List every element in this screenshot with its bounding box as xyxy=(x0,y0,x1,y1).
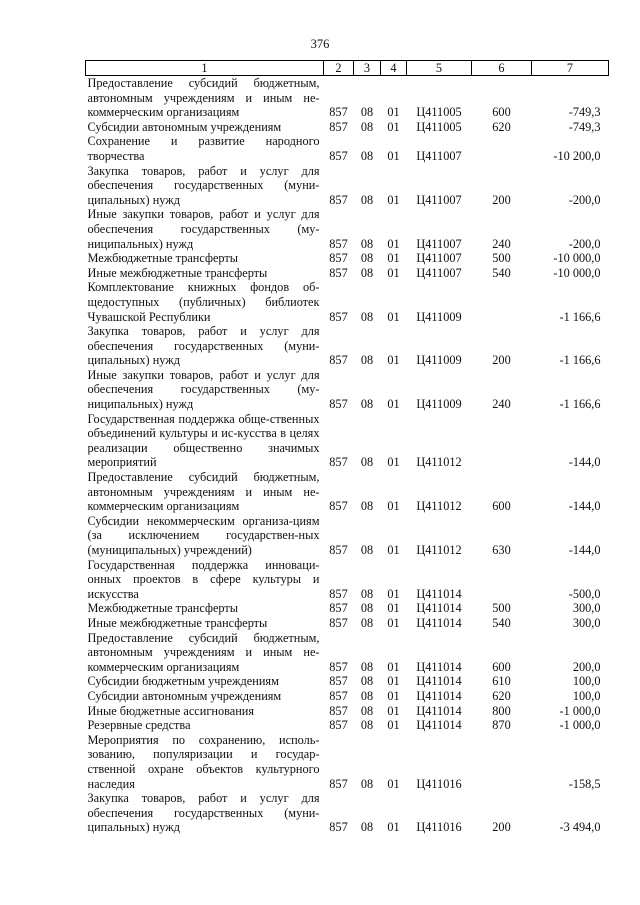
table-row xyxy=(86,134,609,163)
row-target-article: Ц411014 xyxy=(416,703,462,718)
row-section: 08 xyxy=(360,105,374,120)
column-header-1: 1 xyxy=(86,61,324,76)
column-header-2: 2 xyxy=(324,61,354,76)
row-description: Предоставление субсидий бюджетным, автономным учреждениям и иным не-коммерческим организациям xyxy=(87,630,320,674)
row-subsection: 01 xyxy=(387,251,400,266)
row-target-article: Ц411007 xyxy=(416,236,462,251)
row-subsection: 01 xyxy=(387,703,400,718)
row-subsection: 01 xyxy=(387,192,400,207)
row-description: Межбюджетные трансферты xyxy=(87,251,239,266)
row-amount: -1 000,0 xyxy=(559,718,601,733)
row-description: Субсидии автономным учреждениям xyxy=(87,119,282,134)
table-row xyxy=(86,616,609,631)
row-subsection: 01 xyxy=(387,236,400,251)
row-description: Закупка товаров, работ и услуг для обеспечения государственных (муни-ципальных) нужд xyxy=(87,324,320,368)
row-amount: -144,0 xyxy=(568,543,601,557)
row-expense-type: 630 xyxy=(492,543,511,557)
column-header-4: 4 xyxy=(381,61,407,76)
row-description: Иные бюджетные ассигнования xyxy=(87,703,255,718)
row-amount: -10 000,0 xyxy=(553,265,601,280)
row-target-article: Ц411007 xyxy=(416,265,462,280)
table-row xyxy=(86,631,609,675)
table-row xyxy=(86,324,609,368)
row-amount: -200,0 xyxy=(568,236,601,251)
row-section: 08 xyxy=(360,615,374,630)
row-section: 08 xyxy=(360,703,374,718)
row-amount: -144,0 xyxy=(568,455,601,470)
row-ministry-code: 857 xyxy=(329,148,348,163)
row-section: 08 xyxy=(360,499,374,514)
row-expense-type xyxy=(472,412,532,470)
row-section: 08 xyxy=(360,674,374,689)
row-amount: -749,3 xyxy=(568,119,601,134)
row-description: Закупка товаров, работ и услуг для обеспечения государственных (муни-ципальных) нужд xyxy=(87,791,320,835)
row-amount: -158,5 xyxy=(568,776,601,791)
row-target-article: Ц411012 xyxy=(416,455,462,470)
row-section: 08 xyxy=(360,148,374,163)
table-row xyxy=(86,164,609,208)
column-header-3: 3 xyxy=(354,61,381,76)
row-target-article: Ц411016 xyxy=(416,820,462,835)
row-section: 08 xyxy=(360,309,374,324)
column-header-7: 7 xyxy=(532,61,609,76)
row-section: 08 xyxy=(360,688,374,703)
row-section: 08 xyxy=(360,586,374,601)
row-section: 08 xyxy=(360,192,374,207)
table-row xyxy=(86,689,609,704)
row-subsection: 01 xyxy=(387,543,400,557)
row-amount: -1 000,0 xyxy=(559,703,601,718)
row-amount: -10 200,0 xyxy=(553,148,601,163)
row-expense-type: 600 xyxy=(492,499,511,514)
row-description: Предоставление субсидий бюджетным, автономным учреждениям и иным не-коммерческим организациям xyxy=(87,76,320,120)
row-section: 08 xyxy=(360,718,374,733)
row-expense-type: 200 xyxy=(492,353,511,368)
row-description: Субсидии бюджетным учреждениям xyxy=(87,674,279,689)
table-row xyxy=(86,470,609,514)
row-description: Субсидии автономным учреждениям xyxy=(87,688,282,703)
row-amount: -749,3 xyxy=(568,105,601,120)
row-ministry-code: 857 xyxy=(329,251,348,266)
row-target-article: Ц411012 xyxy=(416,499,462,514)
row-expense-type: 200 xyxy=(492,820,511,835)
row-ministry-code: 857 xyxy=(329,105,348,120)
table-row xyxy=(86,514,609,558)
row-description: Закупка товаров, работ и услуг для обеспечения государственных (муни-ципальных) нужд xyxy=(87,163,320,207)
row-target-article: Ц411005 xyxy=(416,119,462,134)
table-row xyxy=(86,207,609,251)
row-description: Иные закупки товаров, работ и услуг для обеспечения государственных (му-ниципальных) нужд xyxy=(87,207,320,251)
row-amount: -3 494,0 xyxy=(559,820,601,835)
row-expense-type: 240 xyxy=(492,397,511,412)
row-target-article: Ц411007 xyxy=(416,148,462,163)
row-expense-type: 600 xyxy=(492,105,511,120)
row-ministry-code: 857 xyxy=(329,659,348,674)
row-section: 08 xyxy=(360,236,374,251)
table-row xyxy=(86,120,609,135)
row-expense-type xyxy=(472,733,532,791)
row-expense-type: 870 xyxy=(492,718,511,733)
row-subsection: 01 xyxy=(387,586,400,601)
table-row xyxy=(86,412,609,470)
table-row xyxy=(86,251,609,266)
row-section: 08 xyxy=(360,820,374,835)
row-target-article: Ц411014 xyxy=(416,615,462,630)
row-ministry-code: 857 xyxy=(329,543,348,557)
row-subsection: 01 xyxy=(387,659,400,674)
row-expense-type xyxy=(472,558,532,602)
row-section: 08 xyxy=(360,659,374,674)
row-amount: -200,0 xyxy=(568,192,601,207)
row-subsection: 01 xyxy=(387,148,400,163)
row-description: Субсидии некоммерческим организа-циям (за исключением государствен-ных (муниципальных) учреждений) xyxy=(87,513,320,557)
row-description: Государственная поддержка обще-ственных объединений культуры и ис-кусства в целях реализации общественно значимых мероприятий xyxy=(87,411,320,470)
column-header-5: 5 xyxy=(407,61,472,76)
row-expense-type: 620 xyxy=(492,688,511,703)
row-subsection: 01 xyxy=(387,499,400,514)
row-ministry-code: 857 xyxy=(329,309,348,324)
row-amount: 100,0 xyxy=(572,674,601,689)
row-target-article: Ц411014 xyxy=(416,659,462,674)
row-ministry-code: 857 xyxy=(329,265,348,280)
row-subsection: 01 xyxy=(387,688,400,703)
table-row xyxy=(86,280,609,324)
row-amount: -1 166,6 xyxy=(559,397,601,412)
row-subsection: 01 xyxy=(387,309,400,324)
row-expense-type: 240 xyxy=(492,236,511,251)
row-subsection: 01 xyxy=(387,397,400,412)
row-subsection: 01 xyxy=(387,119,400,134)
row-amount: -1 166,6 xyxy=(559,309,601,324)
table-row xyxy=(86,674,609,689)
row-ministry-code: 857 xyxy=(329,615,348,630)
row-target-article: Ц411009 xyxy=(416,397,462,412)
row-subsection: 01 xyxy=(387,674,400,689)
row-expense-type: 500 xyxy=(492,601,511,616)
row-subsection: 01 xyxy=(387,353,400,368)
row-expense-type: 540 xyxy=(492,265,511,280)
row-subsection: 01 xyxy=(387,455,400,470)
budget-table xyxy=(85,60,609,835)
row-section: 08 xyxy=(360,455,374,470)
row-description: Межбюджетные трансферты xyxy=(87,601,239,616)
row-ministry-code: 857 xyxy=(329,601,348,616)
row-amount: -10 000,0 xyxy=(553,251,601,266)
row-amount: 100,0 xyxy=(572,688,601,703)
row-ministry-code: 857 xyxy=(329,397,348,412)
table-row xyxy=(86,368,609,412)
row-amount: -144,0 xyxy=(568,499,601,514)
row-ministry-code: 857 xyxy=(329,119,348,134)
row-ministry-code: 857 xyxy=(329,820,348,835)
page-number: 376 xyxy=(310,37,330,51)
row-target-article: Ц411012 xyxy=(416,543,462,557)
row-subsection: 01 xyxy=(387,776,400,791)
row-subsection: 01 xyxy=(387,601,400,616)
row-ministry-code: 857 xyxy=(329,353,348,368)
row-target-article: Ц411005 xyxy=(416,105,462,120)
table-body xyxy=(86,76,609,835)
row-target-article: Ц411007 xyxy=(416,251,462,266)
row-description: Комплектование книжных фондов об-щедоступных (публичных) библиотек Чувашской Республики xyxy=(87,280,320,324)
row-target-article: Ц411009 xyxy=(416,353,462,368)
row-description: Предоставление субсидий бюджетным, автономным учреждениям и иным не-коммерческим организациям xyxy=(87,470,320,514)
row-expense-type xyxy=(472,134,532,163)
row-section: 08 xyxy=(360,397,374,412)
row-ministry-code: 857 xyxy=(329,586,348,601)
row-description: Иные закупки товаров, работ и услуг для обеспечения государственных (му-ниципальных) нужд xyxy=(87,367,320,412)
row-expense-type: 610 xyxy=(492,674,511,689)
row-ministry-code: 857 xyxy=(329,703,348,718)
row-ministry-code: 857 xyxy=(329,236,348,251)
row-target-article: Ц411014 xyxy=(416,688,462,703)
row-description: Резервные средства xyxy=(87,718,191,733)
row-section: 08 xyxy=(360,353,374,368)
row-description: Сохранение и развитие народного творчества xyxy=(87,134,320,163)
row-subsection: 01 xyxy=(387,820,400,835)
table-row xyxy=(86,76,609,120)
row-section: 08 xyxy=(360,543,374,557)
table-row xyxy=(86,266,609,281)
row-ministry-code: 857 xyxy=(329,674,348,689)
table-row xyxy=(86,791,609,835)
column-header-6: 6 xyxy=(472,61,532,76)
row-target-article: Ц411014 xyxy=(416,586,462,601)
row-expense-type: 540 xyxy=(492,615,511,630)
header-row xyxy=(86,61,609,76)
row-expense-type: 620 xyxy=(492,119,511,134)
row-description: Мероприятия по сохранению, исполь-зованию, популяризации и государ-ственной охране объектов культурного наследия xyxy=(87,732,320,791)
row-section: 08 xyxy=(360,251,374,266)
row-target-article: Ц411014 xyxy=(416,674,462,689)
row-expense-type: 200 xyxy=(492,192,511,207)
row-amount: -1 166,6 xyxy=(559,353,601,368)
table-row xyxy=(86,601,609,616)
row-target-article: Ц411014 xyxy=(416,718,462,733)
row-amount: -500,0 xyxy=(568,586,601,601)
row-expense-type xyxy=(472,280,532,324)
row-description: Иные межбюджетные трансферты xyxy=(87,265,268,280)
row-amount: 200,0 xyxy=(572,659,601,674)
row-section: 08 xyxy=(360,776,374,791)
row-target-article: Ц411009 xyxy=(416,309,462,324)
row-expense-type: 800 xyxy=(492,703,511,718)
row-subsection: 01 xyxy=(387,718,400,733)
row-expense-type: 600 xyxy=(492,659,511,674)
row-expense-type: 500 xyxy=(492,251,511,266)
row-ministry-code: 857 xyxy=(329,718,348,733)
table-row xyxy=(86,558,609,602)
row-ministry-code: 857 xyxy=(329,499,348,514)
row-ministry-code: 857 xyxy=(329,688,348,703)
row-subsection: 01 xyxy=(387,105,400,120)
row-target-article: Ц411016 xyxy=(416,776,462,791)
row-amount: 300,0 xyxy=(572,615,601,630)
row-description: Государственная поддержка инноваци-онных проектов в сфере культуры и искусства xyxy=(87,557,320,601)
row-amount: 300,0 xyxy=(572,601,601,616)
table-row xyxy=(86,718,609,733)
row-section: 08 xyxy=(360,265,374,280)
row-ministry-code: 857 xyxy=(329,192,348,207)
row-target-article: Ц411014 xyxy=(416,601,462,616)
row-description: Иные межбюджетные трансферты xyxy=(87,615,268,630)
row-ministry-code: 857 xyxy=(329,455,348,470)
row-subsection: 01 xyxy=(387,615,400,630)
row-section: 08 xyxy=(360,119,374,134)
row-subsection: 01 xyxy=(387,265,400,280)
table-row xyxy=(86,733,609,791)
row-target-article: Ц411007 xyxy=(416,192,462,207)
table-row xyxy=(86,704,609,719)
row-section: 08 xyxy=(360,601,374,616)
row-ministry-code: 857 xyxy=(329,776,348,791)
